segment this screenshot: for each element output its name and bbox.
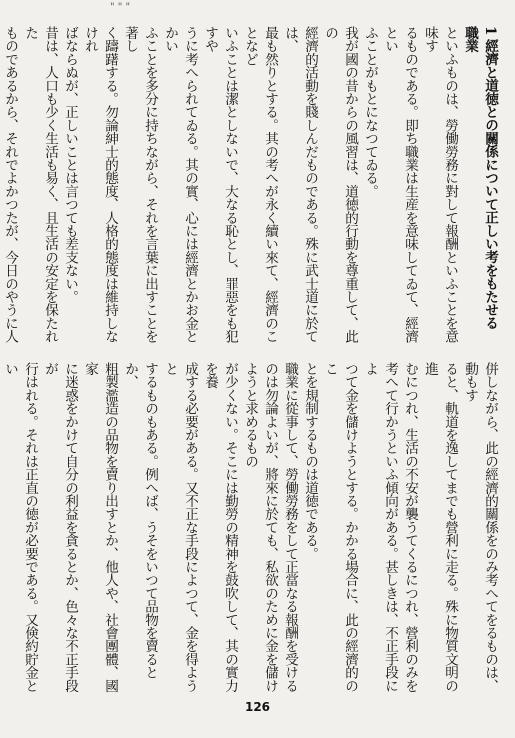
top-line-11: ばならぬが、正しいことは言つても差支ない。 <box>62 26 78 304</box>
bottom-line-7: 職業に從事して、勞働勞務をして正當なる報酬を受ける <box>282 362 298 692</box>
top-line-6: 最も然りとする。其の考へが永く續い來て、經濟のことなど <box>242 26 278 343</box>
bottom-line-1: 併しながら、此の經濟的關係をのみ考へてをるものは、動もす <box>462 362 498 692</box>
top-line-3: ふことがもとになつてゐる。 <box>362 26 378 198</box>
bottom-line-5: つて金を儲けようとする。かかる場合に、此の經濟的のこ <box>322 362 358 692</box>
top-edge-marks: " " " <box>110 2 131 13</box>
bottom-line-3: むにつれ、生活の不安が襲うてくるにつれ、營利のみを <box>402 362 418 692</box>
top-line-2: るものである。即ち職業は生産を意味してゐて、經濟とい <box>382 26 418 343</box>
section-heading: 經濟と道徳との關係について正しい考をもたせる <box>482 38 498 330</box>
top-line-7: いふことは潔としないで、大なる恥とし、罪惡をも犯すや <box>202 26 238 343</box>
bottom-line-12: 粗製濫造の品物を賣り出すとか、他人や、社會團體、國家 <box>82 362 118 692</box>
bottom-line-10: 成する必要がある。又不正な手段によつて、金を得ようと <box>162 362 198 692</box>
top-line-10: く躊躇する。勿論紳士的態度、人格的態度は維持しなけれ <box>82 26 118 343</box>
top-line-1: といふものは、勞働勞務に對して報酬といふことを意味す <box>422 26 458 343</box>
bottom-line-11: するものもある。例へば、うそをいつて品物を賣るとか、 <box>122 362 158 679</box>
top-line-4: 我が國の昔からの風習は、道徳的行動を尊重して、此の <box>322 26 358 343</box>
top-line-13: ものであるから、それでよかつたが、今日のやうに人 <box>2 26 18 343</box>
bottom-line-9: が少くない。そこには勤勞の精神を鼓吹して、其の實力を養 <box>202 362 238 692</box>
top-text-block <box>2 26 500 344</box>
bottom-line-8: のは勿論よいが、將來に於ても、私欲のために金を儲けようと求めるもの <box>242 362 278 692</box>
top-line-5: 經濟的活動を賤しんだものである。殊に武士道に於ては、 <box>282 26 318 343</box>
bottom-line-4: 考へて行かうといふ傾向がある。甚しきは、不正手段によ <box>362 362 398 692</box>
section-heading-tail: 職業 <box>462 26 478 53</box>
bottom-line-6: とを規制するものは道徳である。 <box>302 362 318 560</box>
top-line-12: 昔は、人口も少く生活も易く、且生活の安定を保たれた <box>22 26 58 343</box>
top-line-8: うに考へられてゐる。其の實、心には經濟とかお金とかい <box>162 26 198 343</box>
bottom-line-2: ると、軌道を逸してまでも營利に走る。殊に物質文明の進 <box>422 362 458 692</box>
section-number: 1 <box>482 26 498 36</box>
bottom-text-block <box>2 362 500 692</box>
bottom-line-14: 行はれる。それは正直の徳が必要である。又倹約貯金とい <box>2 362 38 692</box>
page-number: 126 <box>244 700 271 714</box>
bottom-line-13: に迷惑をかけて自分の利益を貪るとか、色々な不正手段が <box>42 362 78 692</box>
top-line-9: ふことを多分に持ちながら、それを言葉に出すことを著し <box>122 26 158 343</box>
